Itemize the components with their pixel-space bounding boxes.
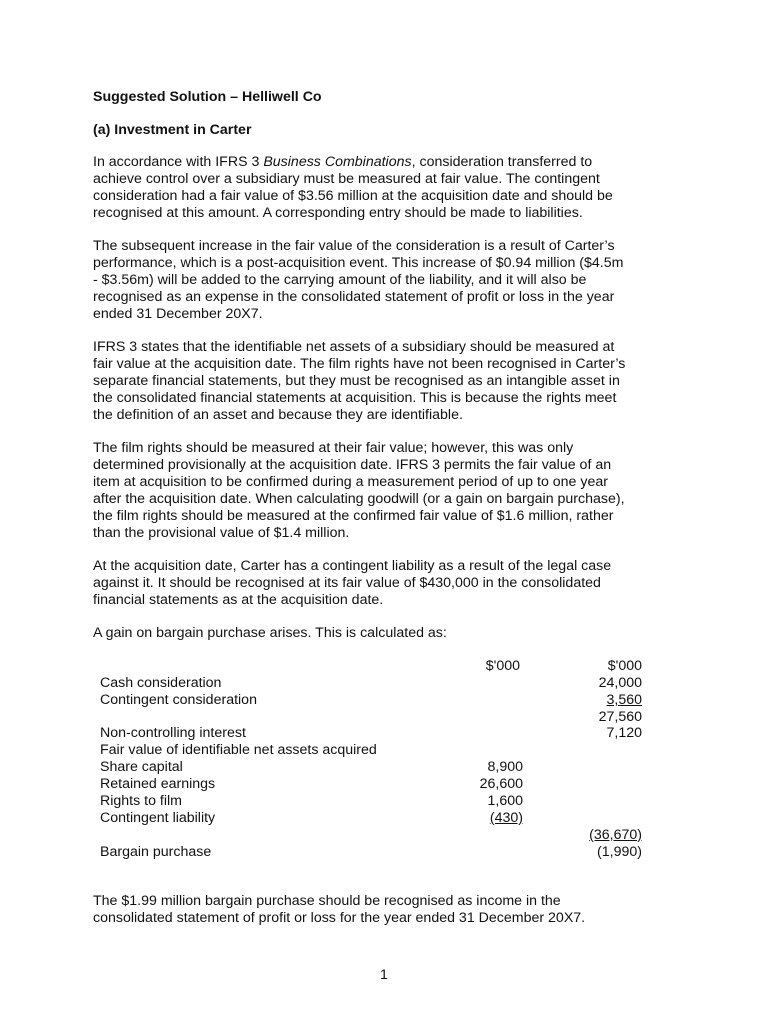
paragraph-net-assets: [93, 339, 693, 424]
row-value: (430): [489, 810, 523, 826]
paragraph-calculation-intro: [93, 625, 693, 642]
subtotal-value: 27,560: [598, 709, 642, 725]
page-number: 1: [380, 967, 388, 983]
row-value: 7,120: [606, 725, 642, 741]
row-label: Contingent liability: [100, 810, 216, 826]
paragraph-line: separate financial statements, but they must be recognised as an intangible asset in: [93, 373, 620, 389]
paragraph-line: A gain on bargain purchase arises. This is calculated as:: [93, 625, 447, 641]
paragraph-line: At the acquisition date, Carter has a contingent liability as a result of the legal case: [93, 558, 612, 574]
paragraph-line: after the acquisition date. When calculating goodwill (or a gain on bargain purchase),: [93, 491, 625, 507]
paragraph-line: consideration had a fair value of $3.56 million at the acquisition date and should be: [93, 188, 613, 204]
row-label: Bargain purchase: [100, 844, 212, 860]
paragraph-film-rights: [93, 440, 693, 542]
paragraph-line: fair value at the acquisition date. The film rights have not been recognised in Carter’s: [93, 356, 626, 372]
paragraph-line: item at acquisition to be confirmed during a measurement period of up to one year: [93, 474, 608, 490]
paragraph-line: consolidated statement of profit or loss for the year ended 31 December 20X7.: [93, 910, 586, 926]
paragraph-line: IFRS 3 states that the identifiable net assets of a subsidiary should be measured at: [93, 339, 615, 355]
row-value: 24,000: [598, 675, 642, 691]
row-label: Share capital: [100, 759, 183, 775]
paragraph-line: recognised at this amount. A corresponding entry should be made to liabilities.: [93, 205, 583, 221]
paragraph-line: financial statements as at the acquisition date.: [93, 592, 384, 608]
net-assets-total: (36,670): [589, 827, 642, 843]
paragraph-line: than the provisional value of $1.4 million.: [93, 525, 350, 541]
row-value: 1,600: [487, 793, 523, 809]
row-label: Retained earnings: [100, 776, 216, 792]
row-label: Fair value of identifiable net assets acquired: [100, 742, 377, 758]
column-header: $'000: [485, 658, 520, 674]
bargain-purchase-value: (1,990): [597, 844, 642, 860]
paragraph-consideration: [93, 154, 693, 222]
paragraph-line: The $1.99 million bargain purchase should be recognised as income in the: [93, 893, 561, 909]
paragraph-line: against it. It should be recognised at its fair value of $430,000 in the consolidated: [93, 575, 601, 591]
paragraph-line: The film rights should be measured at their fair value; however, this was only: [93, 440, 574, 456]
row-label: Non-controlling interest: [100, 725, 246, 741]
column-header: $'000: [607, 658, 642, 674]
row-value: 26,600: [479, 776, 523, 792]
paragraph-line: ended 31 December 20X7.: [93, 306, 263, 322]
document-title: Suggested Solution – Helliwell Co: [93, 89, 322, 105]
paragraph-line: the film rights should be measured at the confirmed fair value of $1.6 million, rather: [93, 508, 614, 524]
paragraph-line: - $3.56m) will be added to the carrying amount of the liability, and it will also be: [93, 272, 587, 288]
section-heading: (a) Investment in Carter: [93, 122, 252, 138]
paragraph-line: the definition of an asset and because they are identifiable.: [93, 407, 463, 423]
row-label: Contingent consideration: [100, 692, 257, 708]
paragraph-line: The subsequent increase in the fair value of the consideration is a result of Carter’s: [93, 238, 615, 254]
paragraph-conclusion: [93, 893, 693, 927]
paragraph-subsequent-increase: [93, 238, 693, 323]
paragraph-line: achieve control over a subsidiary must be measured at fair value. The contingent: [93, 171, 600, 187]
row-value: 8,900: [487, 759, 523, 775]
paragraph-line: recognised as an expense in the consolidated statement of profit or loss in the year: [93, 289, 615, 305]
paragraph-line: determined provisionally at the acquisition date. IFRS 3 permits the fair value of an: [93, 457, 612, 473]
paragraph-line: performance, which is a post-acquisition event. This increase of $0.94 million ($4.5m: [93, 255, 624, 271]
row-label: Cash consideration: [100, 675, 222, 691]
paragraph-line: the consolidated financial statements at acquisition. This is because the rights meet: [93, 390, 617, 406]
paragraph-contingent-liability: [93, 558, 693, 609]
row-value: 3,560: [606, 692, 642, 708]
row-label: Rights to film: [100, 793, 182, 809]
paragraph-line: In accordance with IFRS 3 Business Combinations, consideration transferred to: [93, 154, 593, 170]
